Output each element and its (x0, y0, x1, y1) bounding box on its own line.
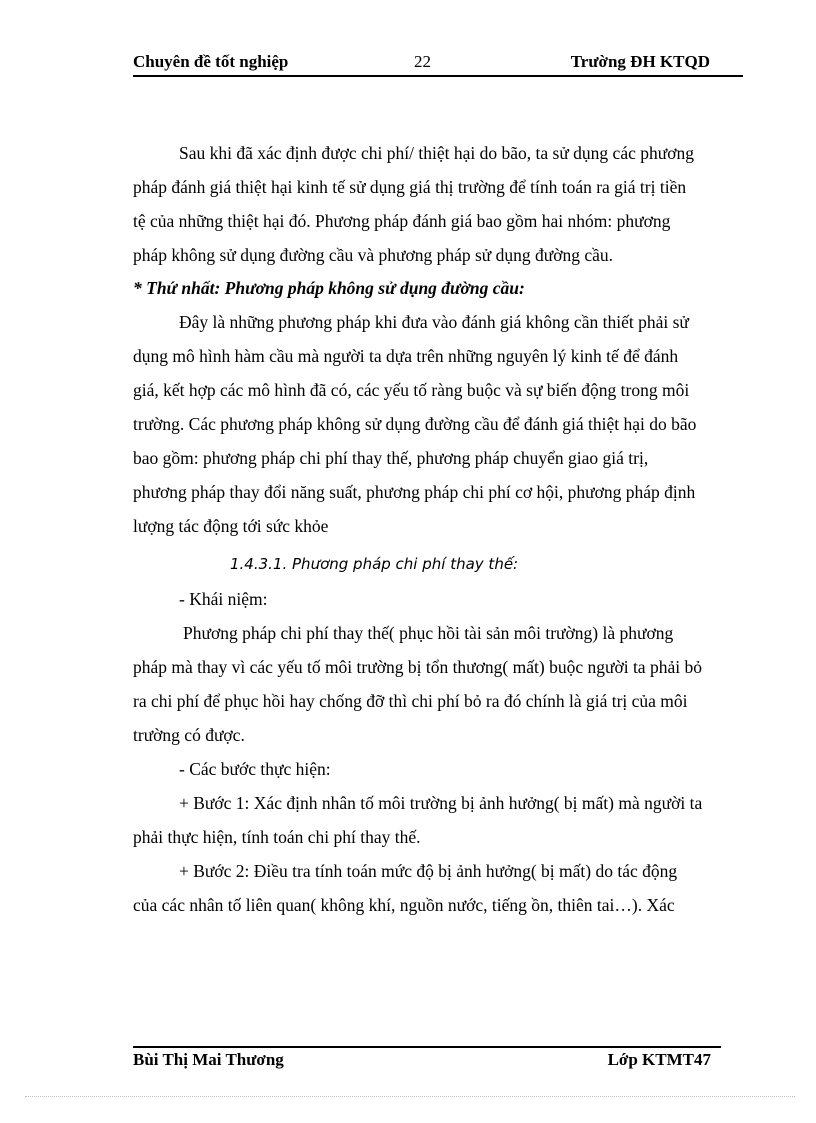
page-bottom-border (25, 1096, 795, 1097)
page-footer (133, 1050, 721, 1074)
paragraph-line: Sau khi đã xác định được chi phí/ thiệt hại do bão, ta sử dụng các phương (179, 143, 694, 163)
paragraph-line: pháp không sử dụng đường cầu và phương pháp sử dụng đường cầu. (133, 245, 614, 265)
subsection-heading: 1.4.3.1. Phương pháp chi phí thay thế: (230, 555, 519, 573)
bullet-item: - Khái niệm: (179, 589, 268, 609)
paragraph-line: ra chi phí để phục hồi hay chống đỡ thì chi phí bỏ ra đó chính là giá trị của môi (133, 691, 688, 711)
footer-class: Lớp KTMT47 (607, 1050, 711, 1069)
paragraph-line: phải thực hiện, tính toán chi phí thay thế. (133, 827, 421, 847)
header-page-number: 22 (414, 52, 431, 71)
paragraph-line: dụng mô hình hàm cầu mà người ta dựa trên những nguyên lý kinh tế để đánh (133, 346, 679, 366)
paragraph-line: lượng tác động tới sức khỏe (133, 516, 329, 536)
paragraph-line: tệ của những thiệt hại đó. Phương pháp đánh giá bao gồm hai nhóm: phương (133, 211, 671, 231)
footer-author: Bùi Thị Mai Thương (133, 1050, 284, 1069)
header-document-title: Chuyên đề tốt nghiệp (133, 52, 289, 71)
header-university: Trường ĐH KTQD (570, 52, 710, 71)
paragraph-line: + Bước 2: Điều tra tính toán mức độ bị ảnh hưởng( bị mất) do tác động (179, 861, 678, 881)
paragraph-line: pháp mà thay vì các yếu tố môi trường bị tổn thương( mất) buộc người ta phải bỏ (133, 657, 702, 677)
paragraph-line: + Bước 1: Xác định nhân tố môi trường bị ảnh hưởng( bị mất) mà người ta (179, 793, 703, 813)
paragraph-line: phương pháp thay đổi năng suất, phương pháp chi phí cơ hội, phương pháp định (133, 482, 696, 502)
paragraph-line: của các nhân tố liên quan( không khí, nguồn nước, tiếng ồn, thiên tai…). Xác (133, 895, 675, 915)
page-header (133, 52, 743, 74)
paragraph-line: trường. Các phương pháp không sử dụng đường cầu để đánh giá thiệt hại do bão (133, 414, 697, 434)
footer-divider (133, 1046, 721, 1048)
header-divider (133, 75, 743, 77)
paragraph-line: pháp đánh giá thiệt hại kinh tế sử dụng giá thị trường để tính toán ra giá trị tiền (133, 177, 687, 197)
paragraph-line: bao gồm: phương pháp chi phí thay thế, phương pháp chuyển giao giá trị, (133, 448, 649, 468)
section-heading: * Thứ nhất: Phương pháp không sử dụng đường cầu: (133, 278, 525, 298)
paragraph-line: trường có được. (133, 725, 245, 745)
paragraph-line: Phương pháp chi phí thay thế( phục hồi tài sản môi trường) là phương (183, 623, 674, 643)
bullet-item: - Các bước thực hiện: (179, 759, 331, 779)
paragraph-line: giá, kết hợp các mô hình đã có, các yếu tố ràng buộc và sự biến động trong môi (133, 380, 690, 400)
paragraph-line: Đây là những phương pháp khi đưa vào đánh giá không cần thiết phải sử (179, 312, 689, 332)
